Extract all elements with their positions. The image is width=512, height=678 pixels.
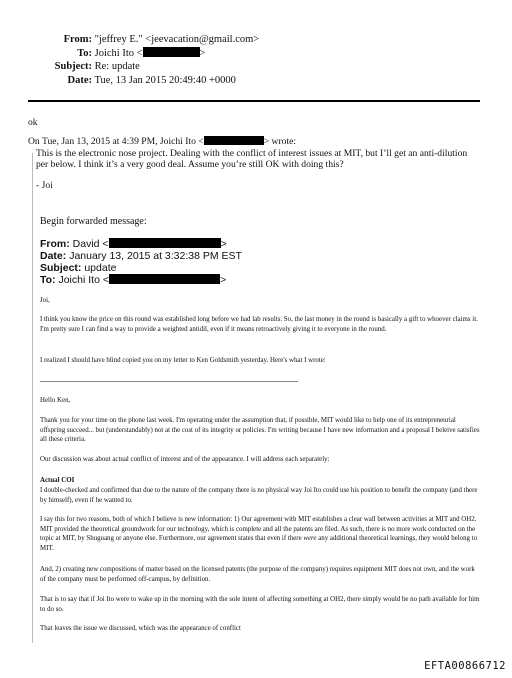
from-value: "jeffrey E." <jeevacation@gmail.com> (94, 34, 260, 45)
joi-signature: - Joi (36, 180, 53, 191)
header-from-row (48, 34, 259, 46)
reply-text: ok (28, 117, 38, 128)
document-id: EFTA00866712 (424, 660, 506, 672)
header-subject-row (48, 61, 140, 73)
body-paragraph: And, 2) creating new compositions of matter based on the licensed patents (the purpose of the company) requires equipment MIT does not own, and the work of the company must be performed off-campus, by definition. (40, 566, 475, 583)
joi-message: This is the electronic nose project. Dealing with the conflict of interest issues at MIT, but I’ll get an anti-dilution per below. I think it’s a very good deal. Assume you’re still OK with doing this? (36, 148, 468, 171)
forward-from-value: David < (72, 238, 109, 250)
forward-date-label: Date: (40, 250, 67, 262)
to-value: Joichi Ito < (94, 48, 143, 59)
subject-value: Re: update (94, 61, 140, 72)
redaction-block (204, 136, 264, 145)
header-to-row: To: Joichi Ito < > (48, 47, 205, 60)
redaction-block (109, 238, 221, 248)
subject-label: Subject: (54, 61, 92, 72)
date-value: Tue, 13 Jan 2015 20:49:40 +0000 (94, 75, 236, 86)
forward-title: Begin forwarded message: (40, 216, 147, 227)
body-paragraph: I say this for two reasons, both of which I believe is new information: 1) Our agreement with MIT establishes a clear wall between activities at MIT and OH2. MIT provided the theoretical groundwork for our technology, which is complete and all the patents are filed. As such, there is no more work conducted on the topic at MIT, by Shuguang or anyone else. Furthermore, our agreement states that even if there were any additional theoretical learnings, they would belong to MIT. (40, 516, 478, 552)
body-paragraph: I realized I should have blind copied you on my letter to Ken Goldsmith yesterday. Here's what I wrote: (40, 357, 326, 364)
forward-from-row: From: David < > (40, 238, 227, 250)
body-paragraph: Thank you for your time on the phone last week. I'm operating under the assumption that, if possible, MIT would like to help one of its entrepreneurial offspring succeed... but (understandably) not at the cost of its integrity or policies. I'm writing because I have new information and a proposal I beleive satisfies all these criteria. (40, 417, 480, 444)
header-divider (28, 100, 480, 102)
redaction-block (109, 274, 220, 284)
quote-intro: On Tue, Jan 13, 2015 at 4:39 PM, Joichi Ito < > wrote: (28, 136, 297, 147)
date-label: Date: (67, 75, 92, 86)
forward-subject-label: Subject: (40, 262, 82, 274)
body-paragraph: That is to say that if Joi Ito were to wake up in the morning with the sole intent of affecting something at OH2, there simply would be no path available for him to do so. (40, 596, 480, 613)
separator-line (40, 381, 298, 382)
body-paragraph: I double-checked and confirmed that due to the nature of the company there is no physical way Joi Ito could use his position to benefit the company (and there by himself), even if he wanted to. (40, 487, 478, 504)
coi-heading: Actual COI (40, 477, 75, 484)
from-label: From: (63, 34, 92, 45)
body-greeting: Joi, (40, 297, 50, 304)
to-label: To: (77, 48, 92, 59)
forward-from-label: From: (40, 238, 70, 250)
body-paragraph: I think you know the price on this round was established long before we had lab results. So, the last money in the round is basically a gift to whoever claims it. I'm pretty sure I can find a way to provide a weighted antidil, even if it means retroactively giving it to everyone in the round. (40, 316, 478, 333)
forward-to-value: Joichi Ito < (58, 274, 109, 286)
quote-bar (32, 153, 33, 643)
body-paragraph: That leaves the issue we discussed, which was the appearance of conflict (40, 625, 241, 632)
forward-date-value: January 13, 2015 at 3:32:38 PM EST (69, 250, 242, 262)
body-paragraph: Our discussion was about actual conflict of interest and of the appearance. I will address each separately: (40, 456, 330, 463)
redaction-block (143, 47, 200, 57)
forward-subject-row (40, 262, 116, 274)
forward-subject-value: update (84, 262, 117, 274)
forward-to-label: To: (40, 274, 56, 286)
header-date-row (48, 75, 236, 87)
forward-date-row (40, 250, 242, 262)
body-hello: Hello Ken, (40, 397, 71, 404)
forward-to-row: To: Joichi Ito < > (40, 274, 227, 286)
